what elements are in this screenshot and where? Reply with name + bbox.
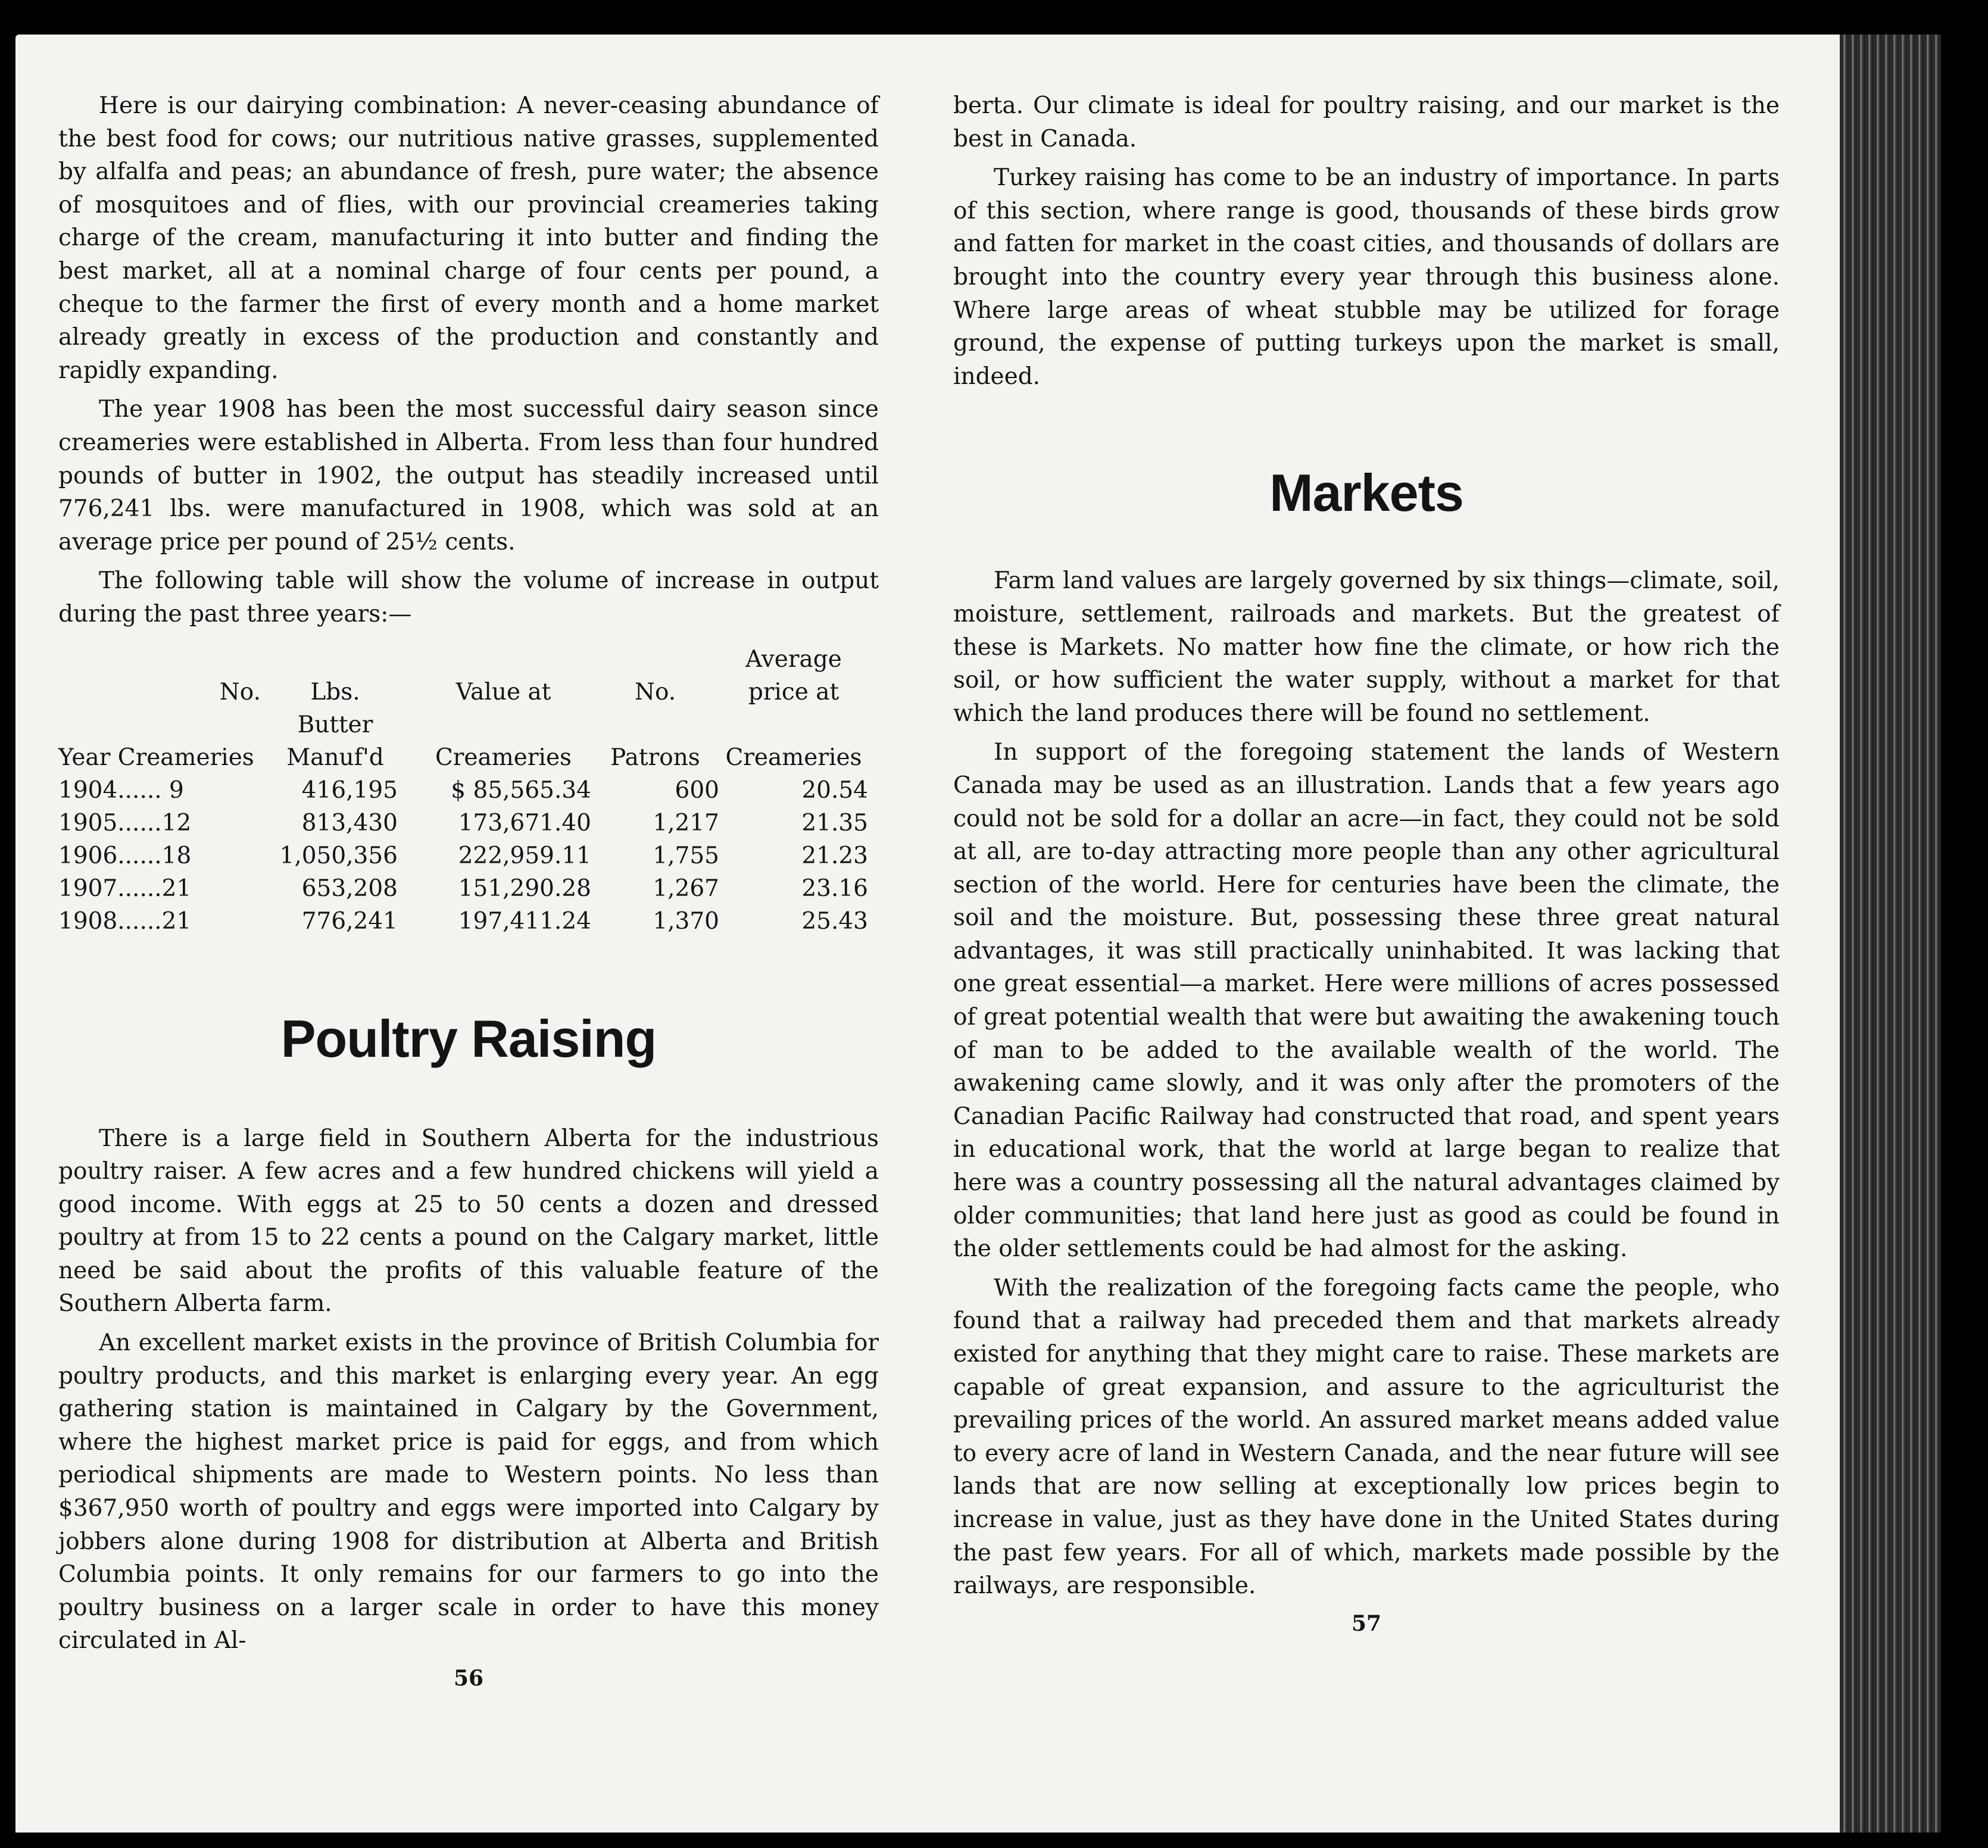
header-no: No. — [219, 678, 261, 706]
page-number-right: 57 — [1351, 1610, 1382, 1636]
poultry-paragraph-1: There is a large field in Southern Alberta for the industrious poultry raiser. A few acres and a few hundred chickens will yield a good income. With eggs at 25 to 50 cents a dozen and dressed poultry at from 15 to 22 cents a pound on the Calgary market, little need be said about the profits of this valuable feature of the Southern Alberta farm. — [58, 1125, 879, 1318]
markets-paragraph-1: Farm land values are largely governed by six things—climate, soil, moisture, settlement, railroads and markets. But the greatest of these is Markets. No matter how fine the climate, or how rich the soil, or how sufficient the water supply, without a market for that which the land produces there will be found no settlement. — [953, 567, 1780, 727]
header-average: Average — [745, 645, 842, 673]
header-creameries-2: Creameries — [725, 744, 862, 771]
header-price-at: price at — [748, 678, 839, 706]
header-manufd: Manuf'd — [286, 744, 384, 771]
page-number-left: 56 — [453, 1666, 484, 1691]
header-no-2: No. — [634, 678, 676, 706]
creamery-table — [58, 643, 879, 938]
poultry-heading: Poultry Raising — [280, 1009, 657, 1068]
creamery-table-header — [58, 643, 879, 774]
dairy-paragraph-3: The following table will show the volume of increase in output during the past three years:— — [58, 567, 879, 628]
table-row: 1904...... 9 416,195 $ 85,565.34 600 20.54 — [58, 776, 868, 804]
poultry-paragraph-2: An excellent market exists in the province of British Columbia for poultry products, and this market is enlarging every year. An egg gathering station is maintained in Calgary by the Government, where the highest market price is paid for eggs, and from which periodical shipments are made to Western points. No less than $367,950 worth of poultry and eggs were imported into Calgary by jobbers alone during 1908 for distribution at Alberta and British Columbia points. It only remains for our farmers to go into the poultry business on a larger scale in order to have this money circulated in Al- — [58, 1329, 879, 1655]
header-lbs-butter: Lbs. Butter — [297, 678, 373, 738]
page-edges — [1840, 35, 1941, 1833]
table-row: 1908......21 776,241 197,411.24 1,370 25.43 — [58, 907, 868, 935]
markets-heading: Markets — [1269, 463, 1463, 523]
header-value-at: Value at — [455, 678, 551, 706]
header-patrons: Patrons — [610, 744, 700, 771]
header-creameries: Creameries — [435, 744, 572, 771]
markets-paragraph-2: In support of the foregoing statement the lands of Western Canada may be used as an illustration. Lands that a few years ago could not be sold for a dollar an acre—in fact, they could not be sold at all, are to-day attracting more people than any other agricultural section of the world. Here for centuries have been the climate, the soil and the moisture. But, possessing these three great natural advantages, it was still practically uninhabited. It was lacking that one great essential—a market. Here were millions of acres possessed of great potential wealth that were but awaiting the awakening touch of man to be added to the available wealth of the world. The awakening came slowly, and it was only after the promoters of the Canadian Pacific Railway had constructed that road, and spent years in educational work, that the world at large began to realize that here was a country possessing all the natural advantages claimed by older communities; that land here just as good as could be found in the older settlements could be had almost for the asking. — [953, 739, 1780, 1263]
header-year-creameries: Year Creameries — [58, 744, 254, 771]
table-row: 1907......21 653,208 151,290.28 1,267 23.16 — [58, 875, 868, 902]
poultry-continued-paragraph: berta. Our climate is ideal for poultry raising, and our market is the best in Canada. — [953, 92, 1780, 152]
markets-paragraph-3: With the realization of the foregoing facts came the people, who found that a railway had preceded them and that markets already existed for anything that they might care to raise. These markets are capable of great expansion, and assure to the agriculturist the prevailing prices of the world. An assured market means added value to every acre of land in Western Canada, and the near future will see lands that are now selling at exceptionally low prices begin to increase in value, just as they have done in the United States during the past few years. For all of which, markets made possible by the railways, are responsible. — [953, 1274, 1780, 1600]
table-row: 1906......18 1,050,356 222,959.11 1,755 21.23 — [58, 842, 868, 869]
turkey-paragraph: Turkey raising has come to be an industry of importance. In parts of this section, where range is good, thousands of these birds grow and fatten for market in the coast cities, and thousands of dollars are brought into the country every year through this business alone. Where large areas of wheat stubble may be utilized for forage ground, the expense of putting turkeys upon the market is small, indeed. — [953, 164, 1780, 390]
dairy-paragraph-2: The year 1908 has been the most successful dairy season since creameries were established in Alberta. From less than four hundred pounds of butter in 1902, the output has steadily increased until 776,241 lbs. were manufactured in 1908, which was sold at an average price per pound of 25½ cents. — [58, 396, 879, 555]
right-page — [953, 89, 1780, 1640]
dairy-paragraph-1: Here is our dairying combination: A never-ceasing abundance of the best food for cows; our nutritious native grasses, supplemented by alfalfa and peas; an abundance of fresh, pure water; the absence of mosquitoes and of flies, with our provincial creameries taking charge of the cream, manufacturing it into butter and finding the best market, all at a nominal charge of four cents per pound, a cheque to the farmer the first of every month and a home market already greatly in excess of the production and constantly and rapidly expanding. — [58, 92, 879, 384]
table-row: 1905......12 813,430 173,671.40 1,217 21.35 — [58, 809, 868, 836]
left-page — [58, 89, 879, 1696]
